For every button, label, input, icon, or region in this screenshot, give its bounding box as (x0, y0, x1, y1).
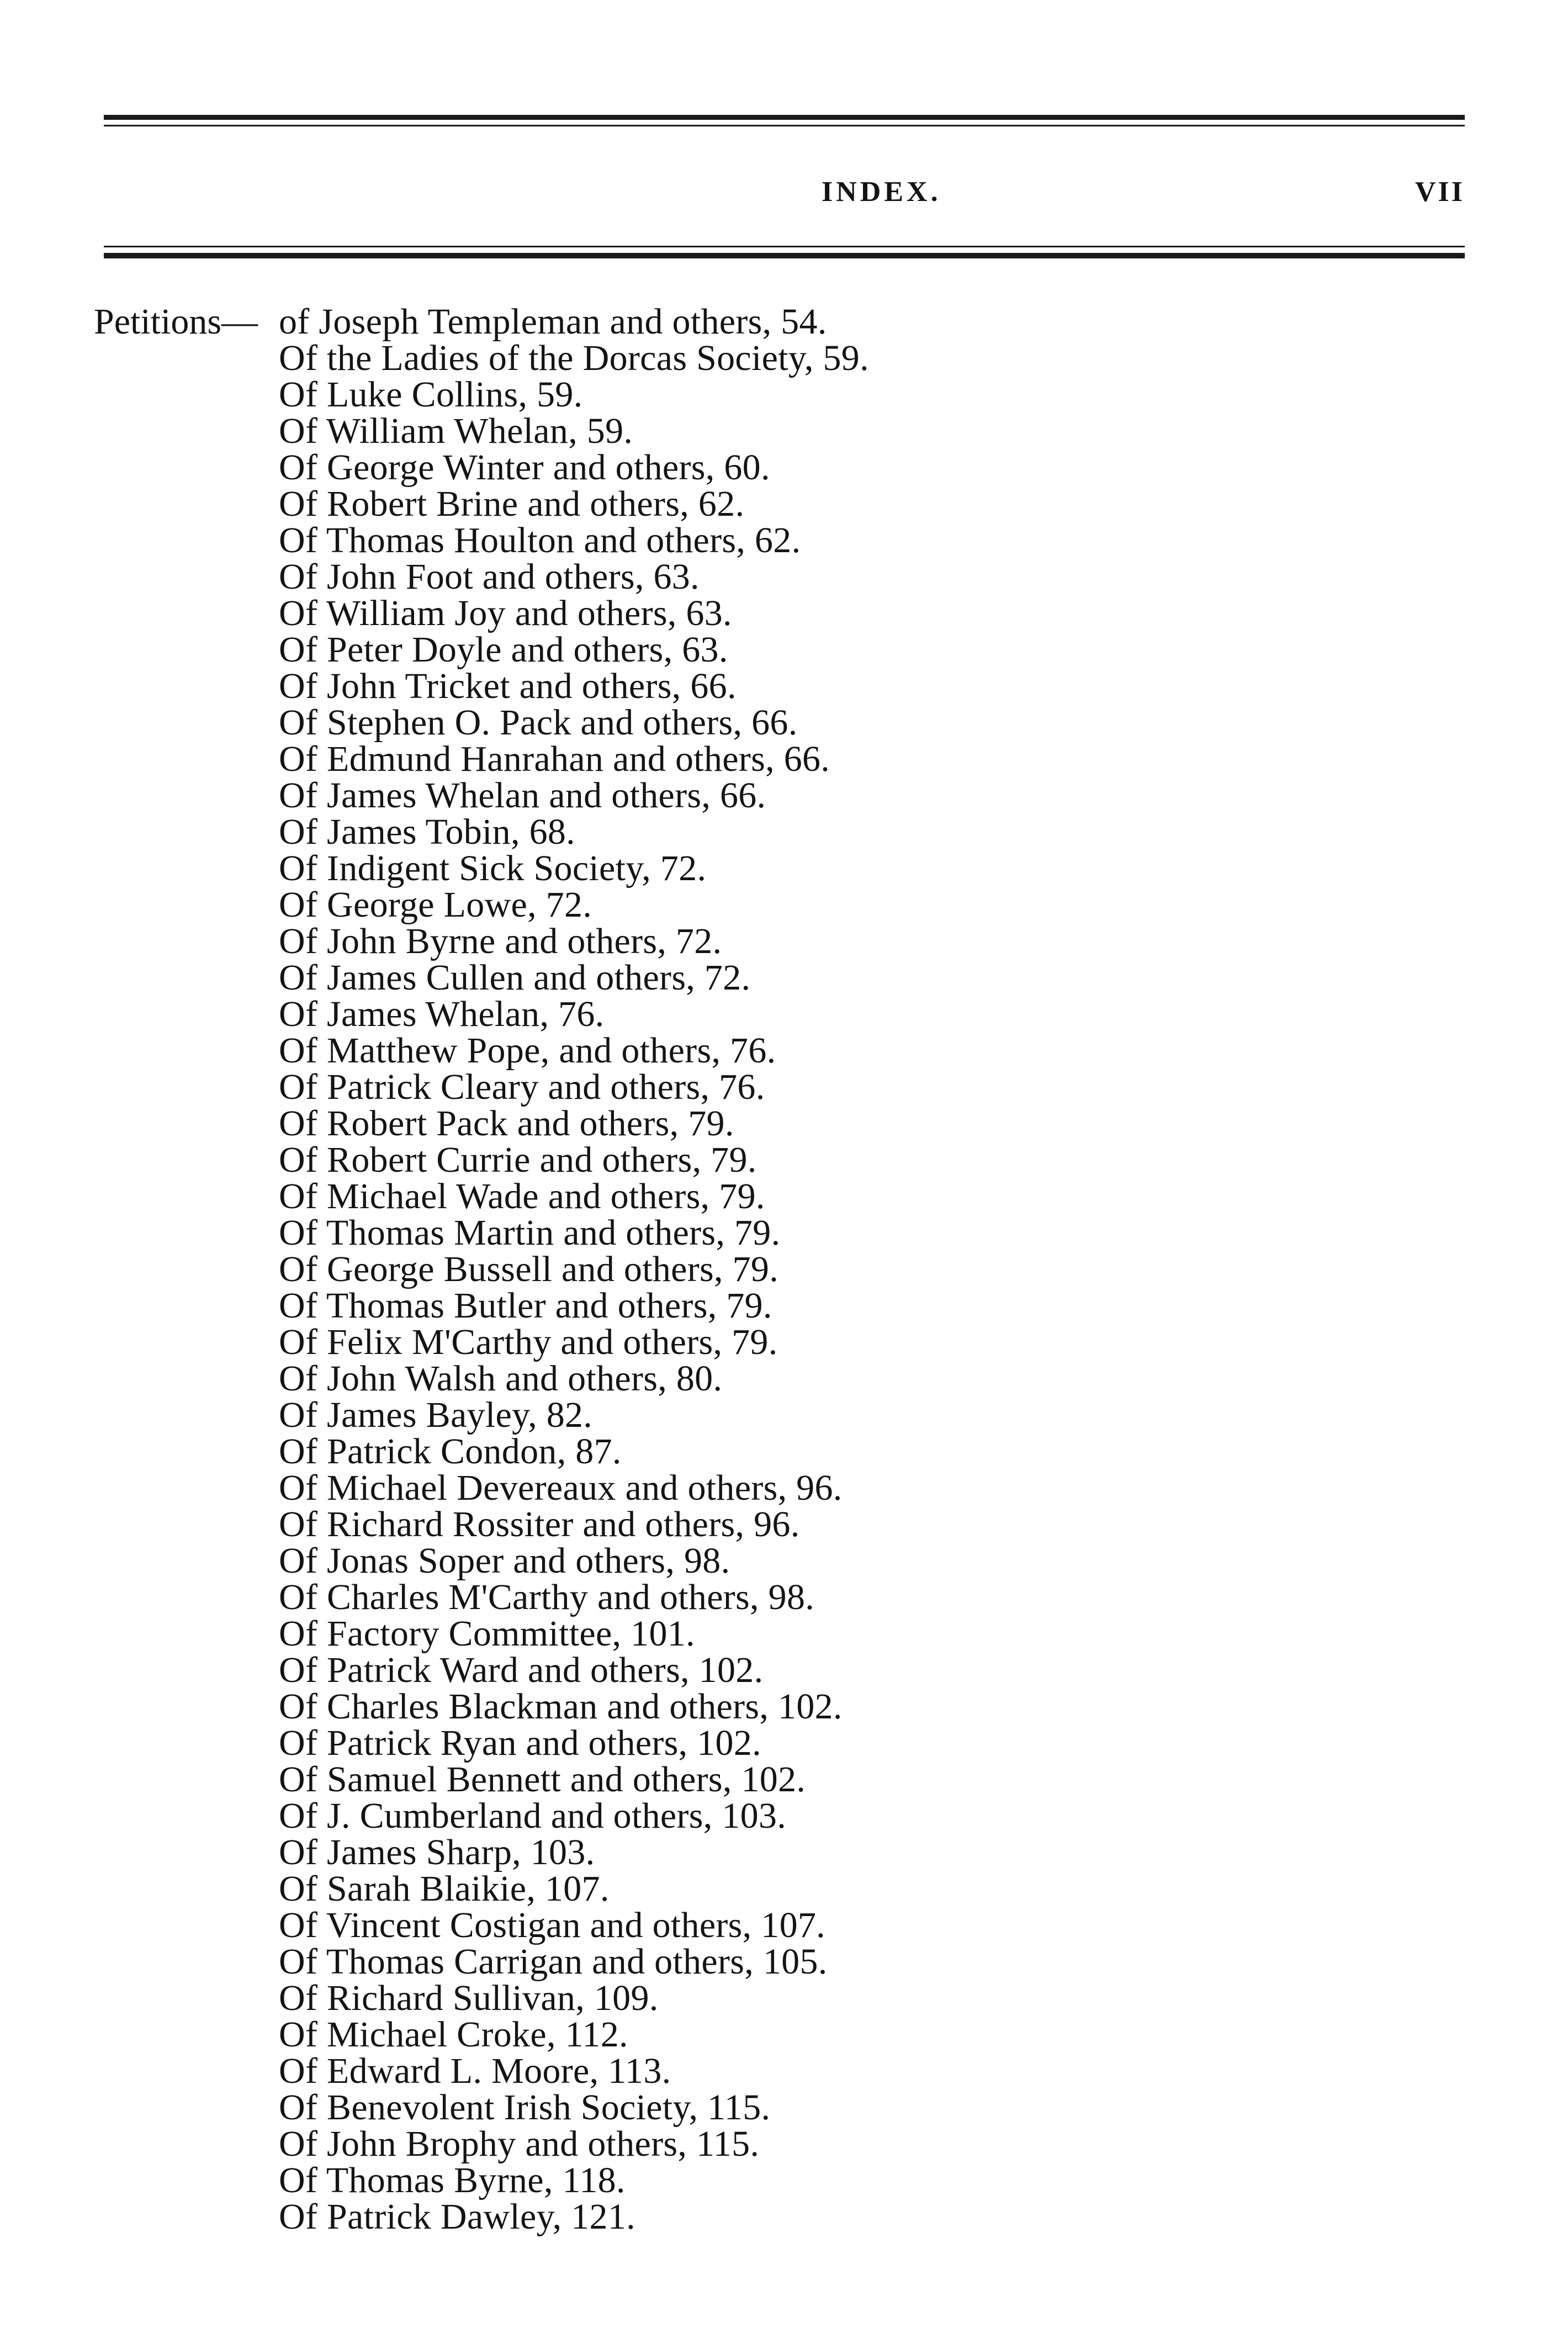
index-entry: Of George Winter and others, 60. (279, 447, 770, 488)
index-entry: Of John Byrne and others, 72. (279, 921, 722, 961)
index-entry: Of James Sharp, 103. (279, 1832, 595, 1872)
index-entry: Of Richard Rossiter and others, 96. (279, 1504, 800, 1544)
index-entry: Of Benevolent Irish Society, 115. (279, 2087, 771, 2128)
index-entry: Of John Foot and others, 63. (279, 557, 700, 597)
index-entry: Of Patrick Ward and others, 102. (279, 1650, 764, 1690)
index-entry: Of William Joy and others, 63. (279, 593, 732, 633)
index-entry: Of John Tricket and others, 66. (279, 666, 737, 706)
index-entry: Of Edmund Hanrahan and others, 66. (279, 739, 830, 779)
index-entry: Of John Walsh and others, 80. (279, 1358, 723, 1399)
index-heading: Petitions— (94, 301, 258, 342)
index-entry: Of Patrick Condon, 87. (279, 1431, 622, 1472)
index-entry: Of Robert Brine and others, 62. (279, 484, 745, 524)
index-entry: Of Charles M'Carthy and others, 98. (279, 1577, 815, 1617)
index-entry: Of Factory Committee, 101. (279, 1613, 695, 1654)
index-entry: Of Thomas Houlton and others, 62. (279, 520, 801, 560)
index-entry: Of Peter Doyle and others, 63. (279, 629, 728, 670)
index-entry: Of Felix M'Carthy and others, 79. (279, 1322, 778, 1362)
index-entry: Of John Brophy and others, 115. (279, 2124, 760, 2164)
index-entry: Of Robert Currie and others, 79. (279, 1140, 757, 1180)
index-entry: Of Michael Croke, 112. (279, 2014, 628, 2055)
header-rule-bottom-thick (104, 253, 1465, 258)
index-entry: Of Richard Sullivan, 109. (279, 1978, 659, 2018)
index-entry: Of Patrick Dawley, 121. (279, 2197, 635, 2237)
index-entry: Of James Whelan and others, 66. (279, 775, 766, 816)
index-entry: Of Matthew Pope, and others, 76. (279, 1030, 776, 1071)
page-number: VII (1415, 176, 1465, 208)
index-entry: Of Edward L. Moore, 113. (279, 2051, 671, 2091)
running-title: INDEX. (822, 176, 941, 208)
index-entry: Of George Lowe, 72. (279, 885, 592, 925)
index-entry: Of James Bayley, 82. (279, 1395, 593, 1435)
index-entry: Of Stephen O. Pack and others, 66. (279, 702, 798, 743)
index-entry: Of William Whelan, 59. (279, 411, 633, 451)
index-entry: Of J. Cumberland and others, 103. (279, 1796, 787, 1836)
index-entry: Of Charles Blackman and others, 102. (279, 1686, 843, 1727)
header-rule-top-thin (104, 125, 1465, 126)
index-entry: Of Jonas Soper and others, 98. (279, 1541, 730, 1581)
index-entry: Of Thomas Martin and others, 79. (279, 1213, 781, 1253)
running-head (104, 176, 1465, 214)
index-entry: Of Sarah Blaikie, 107. (279, 1869, 610, 1909)
index-entry: Of Indigent Sick Society, 72. (279, 848, 707, 888)
index-entry: Of James Whelan, 76. (279, 994, 605, 1034)
index-entry: Of James Cullen and others, 72. (279, 957, 751, 998)
header-rule-bottom-thin (104, 246, 1465, 247)
index-entry: Of Thomas Byrne, 118. (279, 2160, 626, 2200)
index-entry: Of Thomas Carrigan and others, 105. (279, 1941, 828, 1982)
index-entry: Of Samuel Bennett and others, 102. (279, 1759, 806, 1800)
index-entry: Of James Tobin, 68. (279, 812, 575, 852)
index-entry: Of Patrick Ryan and others, 102. (279, 1723, 761, 1763)
index-entry: Of Patrick Cleary and others, 76. (279, 1067, 765, 1107)
index-entry: of Joseph Templeman and others, 54. (279, 301, 827, 342)
index-entry: Of Luke Collins, 59. (279, 374, 583, 415)
index-entry: Of George Bussell and others, 79. (279, 1249, 779, 1289)
index-entry: Of the Ladies of the Dorcas Society, 59. (279, 338, 869, 378)
index-entry: Of Thomas Butler and others, 79. (279, 1285, 772, 1326)
index-entry-list (279, 301, 869, 2237)
index-entry: Of Vincent Costigan and others, 107. (279, 1905, 825, 1945)
header-rule-top-thick (104, 115, 1465, 120)
index-entry: Of Robert Pack and others, 79. (279, 1103, 734, 1144)
index-entry: Of Michael Wade and others, 79. (279, 1176, 765, 1216)
index-entry: Of Michael Devereaux and others, 96. (279, 1468, 843, 1508)
